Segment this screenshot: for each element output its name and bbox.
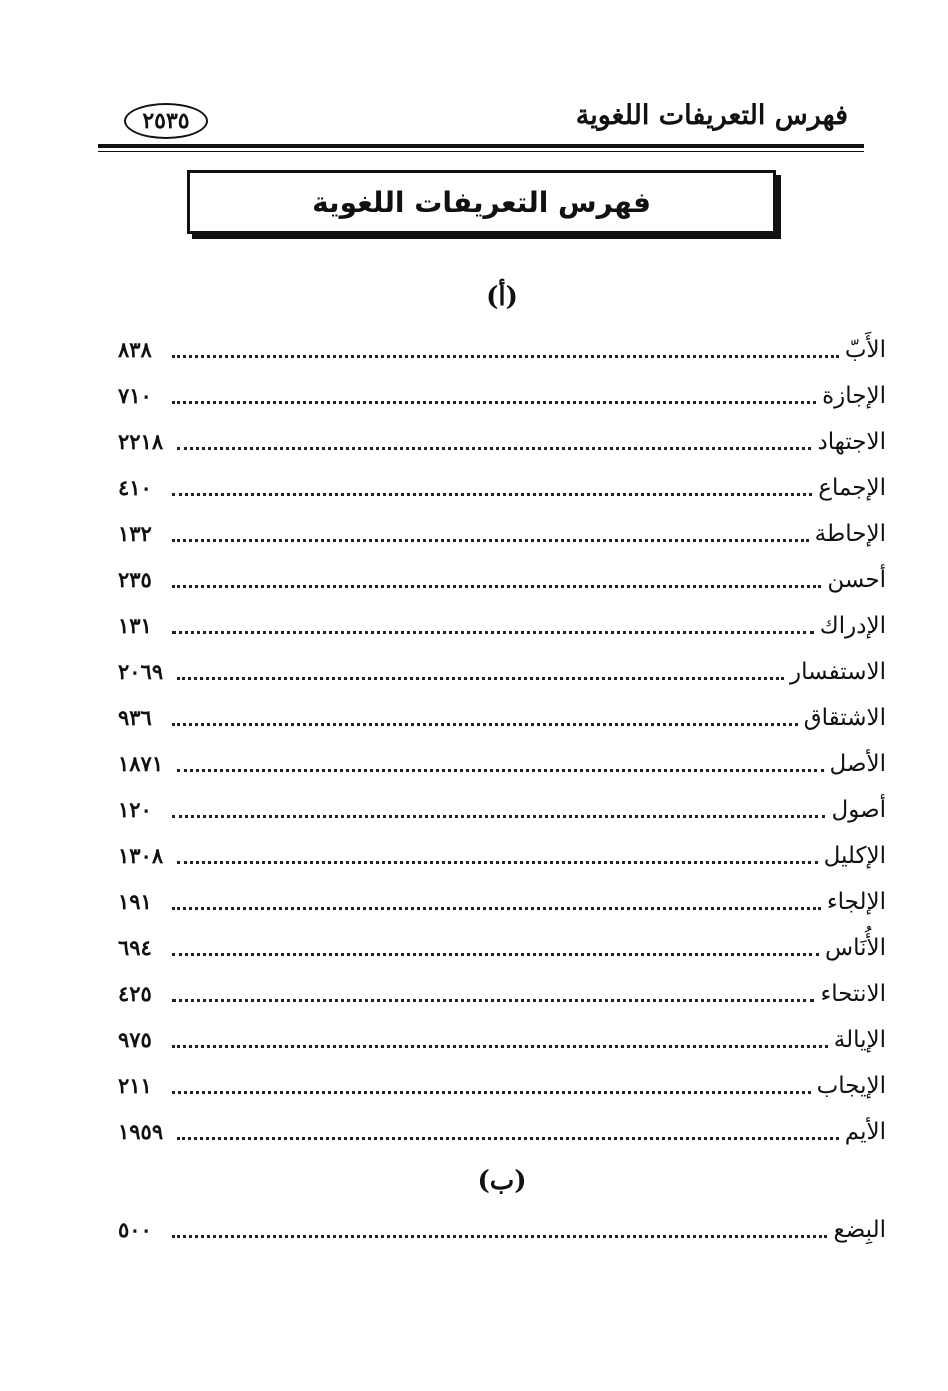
entry-term: الاستفسار xyxy=(790,659,886,685)
entry-term: أحسن xyxy=(827,567,886,593)
index-entry xyxy=(118,741,886,781)
dot-leader xyxy=(177,677,784,680)
dot-leader xyxy=(172,539,809,542)
index-entry xyxy=(118,833,886,873)
entry-term: الإدراك xyxy=(819,613,886,639)
index-entry xyxy=(118,787,886,827)
entry-page-number: ٧١٠ xyxy=(118,383,152,408)
entry-page-number: ١٨٧١ xyxy=(118,751,164,776)
entry-page-number: ٤٢٥ xyxy=(118,981,152,1006)
entry-term: الأصل xyxy=(829,751,886,777)
dot-leader xyxy=(172,907,821,910)
dot-leader xyxy=(177,447,811,450)
entry-page-number: ١٢٠ xyxy=(118,797,152,822)
entry-page-number: ٨٣٨ xyxy=(118,337,152,362)
header-rule-thin xyxy=(98,151,864,152)
page-number-badge: ٢٥٣٥ xyxy=(124,103,208,139)
entry-page-number: ٩٧٥ xyxy=(118,1027,152,1052)
dot-leader xyxy=(172,631,814,634)
section-header-ba: (ب) xyxy=(477,1166,527,1196)
entry-term: الاجتهاد xyxy=(817,429,886,455)
index-title-box xyxy=(187,170,776,234)
dot-leader xyxy=(177,1137,839,1140)
entry-term: الإيجاب xyxy=(816,1073,886,1099)
dot-leader xyxy=(177,861,817,864)
index-entry xyxy=(118,327,886,367)
index-entry xyxy=(118,695,886,735)
dot-leader xyxy=(172,999,814,1002)
header-rule-thick xyxy=(98,144,864,148)
entry-page-number: ١٩١ xyxy=(118,889,152,914)
entry-page-number: ٦٩٤ xyxy=(118,935,152,960)
entry-term: الإلجاء xyxy=(826,889,886,915)
entry-term: الأُنَاس xyxy=(825,935,886,961)
index-title: فهرس التعريفات اللغوية xyxy=(312,185,651,219)
entry-page-number: ٢١١ xyxy=(118,1073,152,1098)
entry-page-number: ٥٠٠ xyxy=(118,1217,152,1242)
entry-term: أصول xyxy=(831,797,886,823)
dot-leader xyxy=(177,769,823,772)
dot-leader xyxy=(172,355,839,358)
entry-term: الإجازة xyxy=(822,383,886,409)
entry-page-number: ١٩٥٩ xyxy=(118,1119,164,1144)
entry-term: الإيالة xyxy=(833,1027,886,1053)
entry-term: الأَبّ xyxy=(844,337,886,363)
dot-leader xyxy=(172,1091,811,1094)
dot-leader xyxy=(172,493,812,496)
dot-leader xyxy=(172,953,819,956)
dot-leader xyxy=(172,1235,827,1238)
entry-page-number: ٩٣٦ xyxy=(118,705,152,730)
entry-term: الإكليل xyxy=(823,843,886,869)
dot-leader xyxy=(172,723,798,726)
index-entry xyxy=(118,971,886,1011)
entry-page-number: ٢٠٦٩ xyxy=(118,659,164,684)
dot-leader xyxy=(172,815,825,818)
entry-term: الأيم xyxy=(844,1119,886,1145)
entry-page-number: ١٣٠٨ xyxy=(118,843,164,868)
section-header-alif: (أ) xyxy=(486,282,518,312)
entry-term: الإحاطة xyxy=(814,521,886,547)
running-header-title: فهرس التعريفات اللغوية xyxy=(575,100,848,131)
index-entry xyxy=(118,465,886,505)
entry-term: الإجماع xyxy=(818,475,886,501)
dot-leader xyxy=(172,1045,828,1048)
entry-page-number: ١٣١ xyxy=(118,613,152,638)
dot-leader xyxy=(172,401,816,404)
index-entry xyxy=(118,373,886,413)
entry-page-number: ٢٢١٨ xyxy=(118,429,164,454)
entry-page-number: ٢٣٥ xyxy=(118,567,152,592)
entry-term: البِضع xyxy=(833,1217,886,1243)
index-entry xyxy=(118,1109,886,1149)
index-entry xyxy=(118,649,886,689)
dot-leader xyxy=(172,585,821,588)
index-entry xyxy=(118,603,886,643)
index-entry xyxy=(118,511,886,551)
entry-page-number: ٤١٠ xyxy=(118,475,152,500)
entry-page-number: ١٣٢ xyxy=(118,521,152,546)
entry-term: الانتحاء xyxy=(820,981,886,1007)
index-entry xyxy=(118,1017,886,1057)
index-entry xyxy=(118,1207,886,1247)
index-entry xyxy=(118,557,886,597)
index-entry xyxy=(118,1063,886,1103)
index-entry xyxy=(118,879,886,919)
entry-term: الاشتقاق xyxy=(803,705,886,731)
index-entry xyxy=(118,925,886,965)
index-entry xyxy=(118,419,886,459)
